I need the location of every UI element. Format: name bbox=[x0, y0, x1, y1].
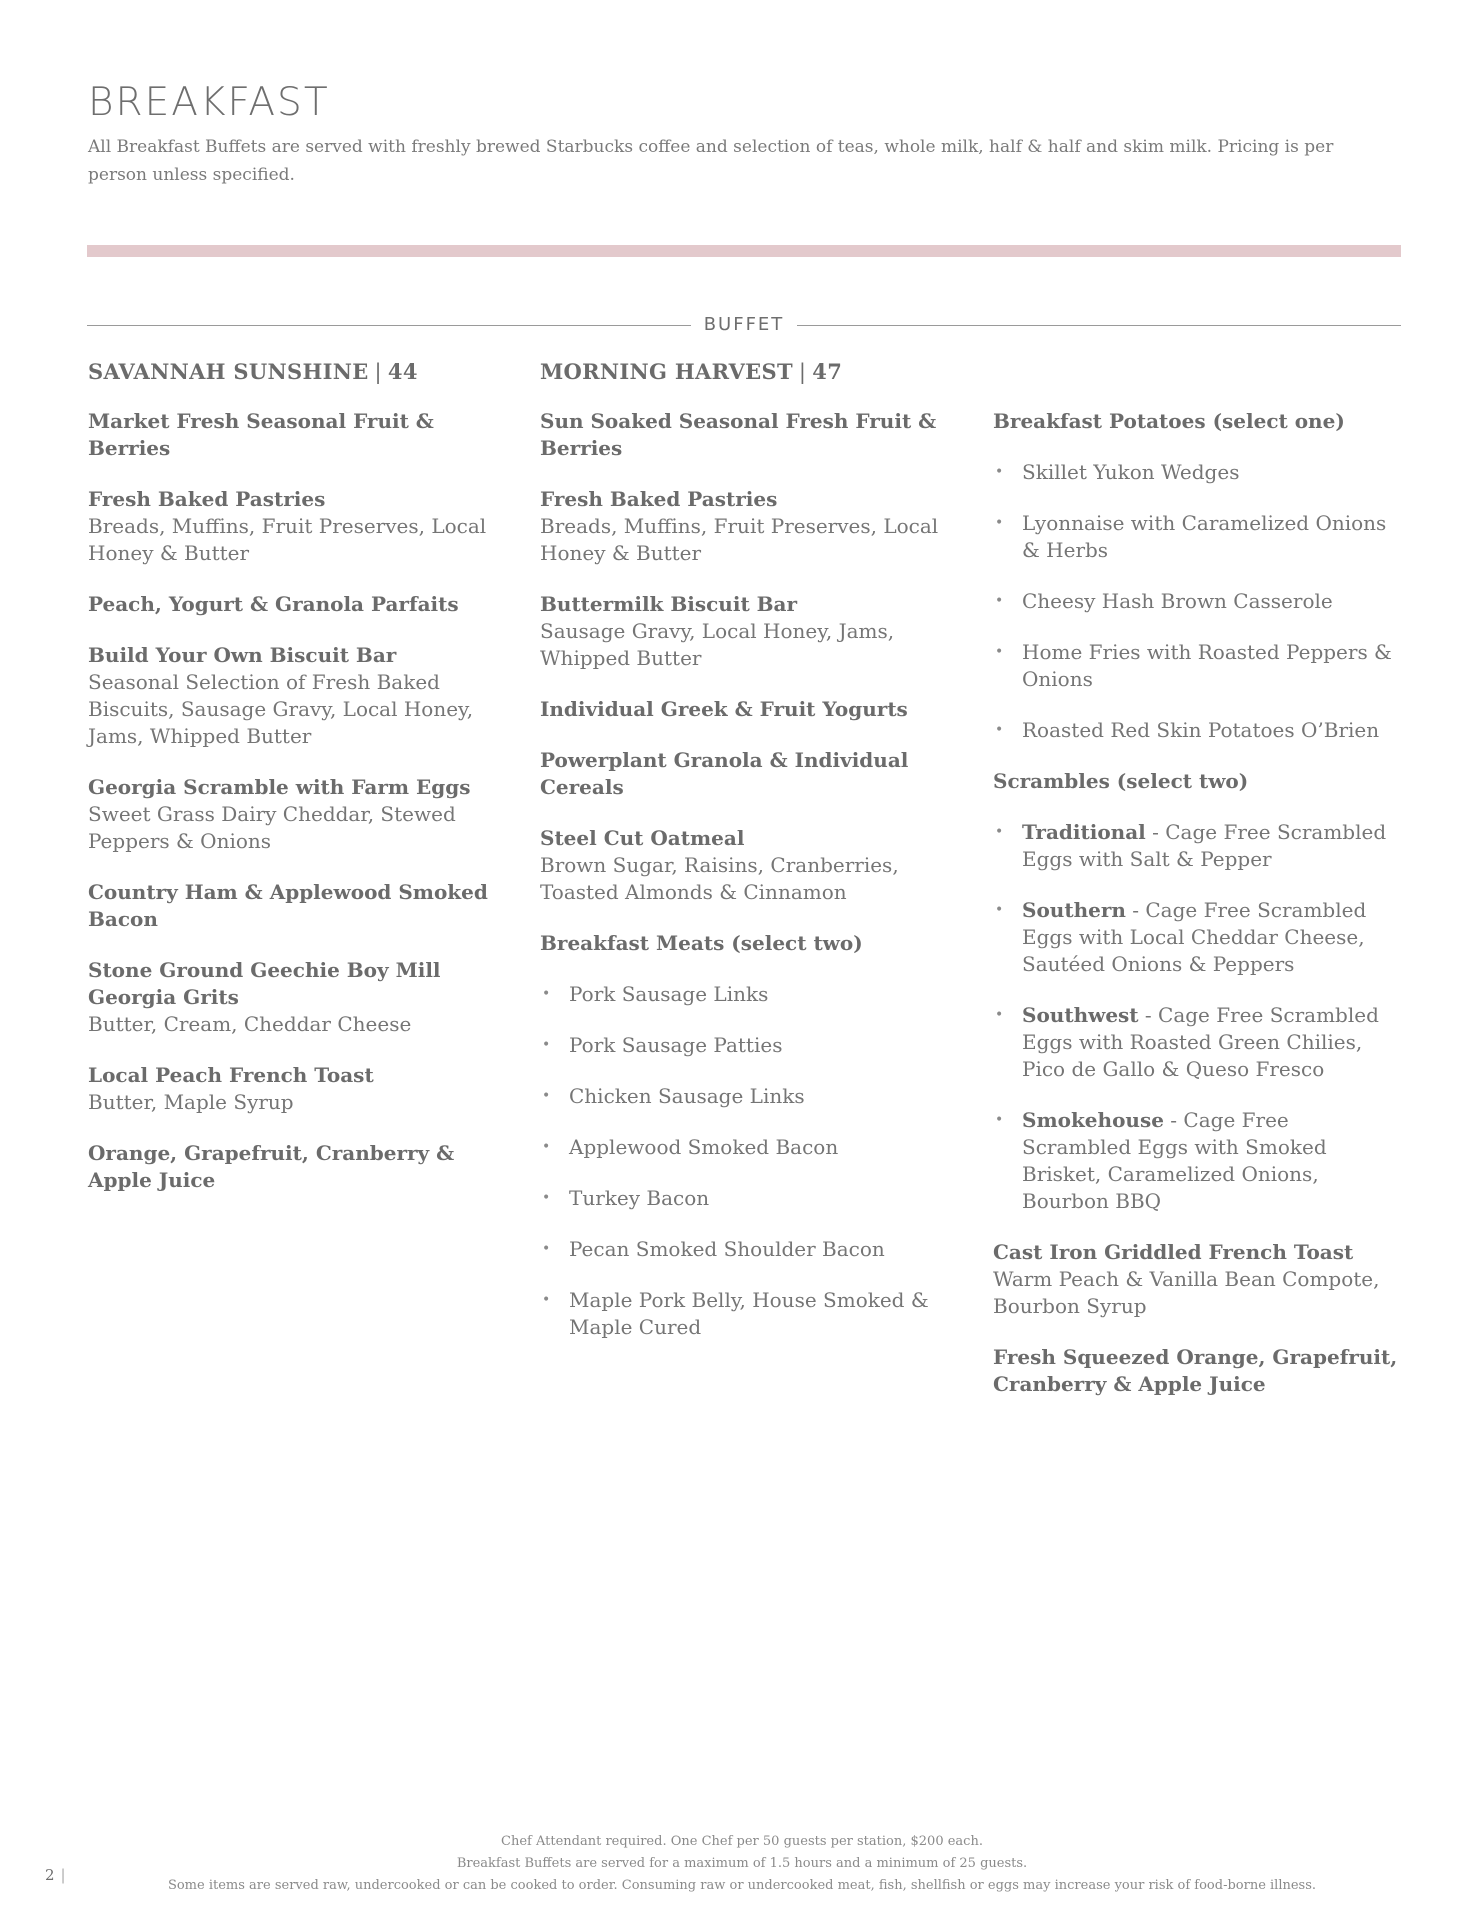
option-text: Turkey Bacon bbox=[569, 1186, 710, 1210]
option-text: Applewood Smoked Bacon bbox=[569, 1135, 839, 1159]
bullet-icon: • bbox=[542, 1088, 551, 1104]
potatoes-heading-block bbox=[993, 408, 1403, 435]
scrambles-list bbox=[993, 819, 1403, 1215]
option-name: Southwest bbox=[1022, 1003, 1139, 1027]
section-rule-right bbox=[797, 325, 1401, 326]
menu-items bbox=[540, 408, 940, 906]
menu-item-description: Butter, Cream, Cheddar Cheese bbox=[88, 1012, 412, 1036]
accent-divider bbox=[87, 245, 1401, 257]
menu-item bbox=[88, 408, 508, 462]
menu-item-name: Market Fresh Seasonal Fruit & Berries bbox=[88, 409, 434, 460]
menu-item bbox=[88, 591, 508, 618]
menu-item bbox=[88, 879, 508, 933]
menu-title bbox=[88, 356, 508, 388]
menu-item-description: Sweet Grass Dairy Cheddar, Stewed Peppers & Onions bbox=[88, 802, 456, 853]
menu-items bbox=[993, 1239, 1403, 1398]
menu-item bbox=[88, 1062, 508, 1116]
option-description: - Cage Free Scrambled Eggs with Salt & Pepper bbox=[1022, 820, 1387, 871]
option-text: Roasted Red Skin Potatoes O’Brien bbox=[1022, 718, 1380, 742]
menu-name: SAVANNAH SUNSHINE bbox=[88, 359, 369, 384]
option-name: Traditional bbox=[1022, 820, 1146, 844]
menu-item-description: Breads, Muffins, Fruit Preserves, Local Honey & Butter bbox=[540, 514, 939, 565]
menu-item-name: Peach, Yogurt & Granola Parfaits bbox=[88, 592, 459, 616]
menu-item-description: Breads, Muffins, Fruit Preserves, Local Honey & Butter bbox=[88, 514, 487, 565]
menu-price: 44 bbox=[387, 359, 418, 384]
menu-morning-harvest bbox=[540, 356, 940, 1365]
meats-heading: Breakfast Meats (select two) bbox=[540, 931, 863, 955]
menu-item-name: Country Ham & Applewood Smoked Bacon bbox=[88, 880, 488, 931]
menu-item bbox=[88, 774, 508, 855]
list-item bbox=[993, 639, 1403, 693]
bullet-icon: • bbox=[542, 1037, 551, 1053]
meats-heading-block bbox=[540, 930, 940, 957]
list-item bbox=[993, 717, 1403, 744]
bullet-icon: • bbox=[995, 1007, 1004, 1023]
page-number bbox=[45, 1866, 66, 1884]
list-item bbox=[540, 1236, 940, 1263]
option-text: Cheesy Hash Brown Casserole bbox=[1022, 589, 1333, 613]
menu-item bbox=[540, 591, 940, 672]
option-text: Lyonnaise with Caramelized Onions & Herbs bbox=[1022, 511, 1387, 562]
menu-item-name: Georgia Scramble with Farm Eggs bbox=[88, 775, 471, 799]
bullet-icon: • bbox=[995, 722, 1004, 738]
section-rule-left bbox=[87, 325, 691, 326]
intro-text: All Breakfast Buffets are served with freshly brewed Starbucks coffee and selection of teas, whole milk, half & half and skim milk. Pricing is per person unless specified. bbox=[88, 137, 1334, 185]
menu-item-name: Steel Cut Oatmeal bbox=[540, 826, 745, 850]
menu-item-description: Warm Peach & Vanilla Bean Compote, Bourbon Syrup bbox=[993, 1267, 1380, 1318]
menu-item bbox=[993, 1344, 1403, 1398]
menu-item-name: Stone Ground Geechie Boy Mill Georgia Grits bbox=[88, 958, 441, 1009]
meats-list bbox=[540, 981, 940, 1341]
list-item bbox=[993, 897, 1403, 978]
list-item bbox=[540, 1083, 940, 1110]
bullet-icon: • bbox=[995, 593, 1004, 609]
menu-item-name: Individual Greek & Fruit Yogurts bbox=[540, 697, 908, 721]
menu-item-description: Seasonal Selection of Fresh Baked Biscuits, Sausage Gravy, Local Honey, Jams, Whipped Butter bbox=[88, 670, 474, 748]
bullet-icon: • bbox=[542, 986, 551, 1002]
footer-note: Some items are served raw, undercooked or can be cooked to order. Consuming raw or undercooked meat, fish, shellfish or eggs may increase your risk of food-borne illness. bbox=[167, 1878, 1317, 1893]
menu-item-description: Butter, Maple Syrup bbox=[88, 1090, 294, 1114]
menu-item bbox=[540, 747, 940, 801]
option-text: Maple Pork Belly, House Smoked & Maple Cured bbox=[569, 1288, 929, 1339]
bullet-icon: • bbox=[995, 824, 1004, 840]
menu-item-description: Sausage Gravy, Local Honey, Jams, Whipped Butter bbox=[540, 619, 895, 670]
footer-note: Breakfast Buffets are served for a maximum of 1.5 hours and a minimum of 25 guests. bbox=[456, 1856, 1028, 1871]
option-text: Pork Sausage Patties bbox=[569, 1033, 783, 1057]
list-item bbox=[540, 1287, 940, 1341]
bullet-icon: • bbox=[542, 1139, 551, 1155]
menu-morning-harvest-continued bbox=[993, 356, 1403, 1422]
bullet-icon: • bbox=[995, 515, 1004, 531]
list-item bbox=[540, 981, 940, 1008]
bullet-icon: • bbox=[995, 1112, 1004, 1128]
option-text: Pork Sausage Links bbox=[569, 982, 769, 1006]
option-description: - Cage Free Scrambled Eggs with Local Cheddar Cheese, Sautéed Onions & Peppers bbox=[1022, 898, 1367, 976]
menu-item-name: Orange, Grapefruit, Cranberry & Apple Juice bbox=[88, 1141, 455, 1192]
list-item bbox=[993, 1002, 1403, 1083]
option-name: Smokehouse bbox=[1022, 1108, 1164, 1132]
list-item bbox=[993, 459, 1403, 486]
option-text: Skillet Yukon Wedges bbox=[1022, 460, 1240, 484]
menu-item-name: Build Your Own Biscuit Bar bbox=[88, 643, 397, 667]
menu-item-name: Fresh Baked Pastries bbox=[540, 487, 778, 511]
menu-item-name: Fresh Squeezed Orange, Grapefruit, Cranberry & Apple Juice bbox=[993, 1345, 1398, 1396]
potatoes-list bbox=[993, 459, 1403, 744]
menu-items bbox=[88, 408, 508, 1194]
menu-item bbox=[88, 957, 508, 1038]
footer-notes bbox=[0, 1831, 1484, 1897]
section-label: BUFFET bbox=[703, 314, 785, 335]
bullet-icon: • bbox=[542, 1241, 551, 1257]
option-description: - Cage Free Scrambled Eggs with Smoked Brisket, Caramelized Onions, Bourbon BBQ bbox=[1022, 1108, 1327, 1213]
list-item bbox=[540, 1185, 940, 1212]
menu-item bbox=[540, 408, 940, 462]
bullet-icon: • bbox=[995, 464, 1004, 480]
bullet-icon: • bbox=[542, 1292, 551, 1308]
list-item bbox=[993, 588, 1403, 615]
option-description: - Cage Free Scrambled Eggs with Roasted Green Chilies, Pico de Gallo & Queso Fresco bbox=[1022, 1003, 1379, 1081]
menu-item bbox=[540, 486, 940, 567]
menu-item bbox=[88, 486, 508, 567]
page-title: BREAKFAST bbox=[88, 80, 330, 125]
footer-note: Chef Attendant required. One Chef per 50 guests per station, $200 each. bbox=[501, 1834, 983, 1849]
list-item bbox=[993, 1107, 1403, 1215]
list-item bbox=[993, 819, 1403, 873]
menu-item bbox=[993, 1239, 1403, 1320]
menu-name: MORNING HARVEST bbox=[540, 359, 793, 384]
list-item bbox=[540, 1032, 940, 1059]
menu-item-name: Buttermilk Biscuit Bar bbox=[540, 592, 798, 616]
menu-item-name: Fresh Baked Pastries bbox=[88, 487, 326, 511]
list-item bbox=[993, 510, 1403, 564]
menu-item bbox=[540, 696, 940, 723]
option-text: Home Fries with Roasted Peppers & Onions bbox=[1022, 640, 1392, 691]
option-text: Chicken Sausage Links bbox=[569, 1084, 805, 1108]
menu-item bbox=[88, 1140, 508, 1194]
menu-title bbox=[540, 356, 940, 388]
bullet-icon: • bbox=[542, 1190, 551, 1206]
menu-item-name: Local Peach French Toast bbox=[88, 1063, 374, 1087]
menu-item-name: Cast Iron Griddled French Toast bbox=[993, 1240, 1354, 1264]
price-separator: | bbox=[374, 360, 382, 384]
menu-item-name: Powerplant Granola & Individual Cereals bbox=[540, 748, 909, 799]
menu-item bbox=[540, 825, 940, 906]
menu-item bbox=[88, 642, 508, 750]
bullet-icon: • bbox=[995, 902, 1004, 918]
bullet-icon: • bbox=[995, 644, 1004, 660]
option-text: Pecan Smoked Shoulder Bacon bbox=[569, 1237, 885, 1261]
scrambles-heading: Scrambles (select two) bbox=[993, 769, 1249, 793]
potatoes-heading: Breakfast Potatoes (select one) bbox=[993, 409, 1345, 433]
option-name: Southern bbox=[1022, 898, 1126, 922]
menu-item-description: Brown Sugar, Raisins, Cranberries, Toasted Almonds & Cinnamon bbox=[540, 853, 899, 904]
list-item bbox=[540, 1134, 940, 1161]
page-number-separator: | bbox=[60, 1866, 66, 1884]
price-separator: | bbox=[798, 360, 807, 384]
menu-savannah-sunshine bbox=[88, 356, 508, 1218]
menu-price: 47 bbox=[812, 359, 843, 384]
page-number-value: 2 bbox=[45, 1866, 55, 1884]
scrambles-heading-block bbox=[993, 768, 1403, 795]
menu-item-name: Sun Soaked Seasonal Fresh Fruit & Berries bbox=[540, 409, 937, 460]
